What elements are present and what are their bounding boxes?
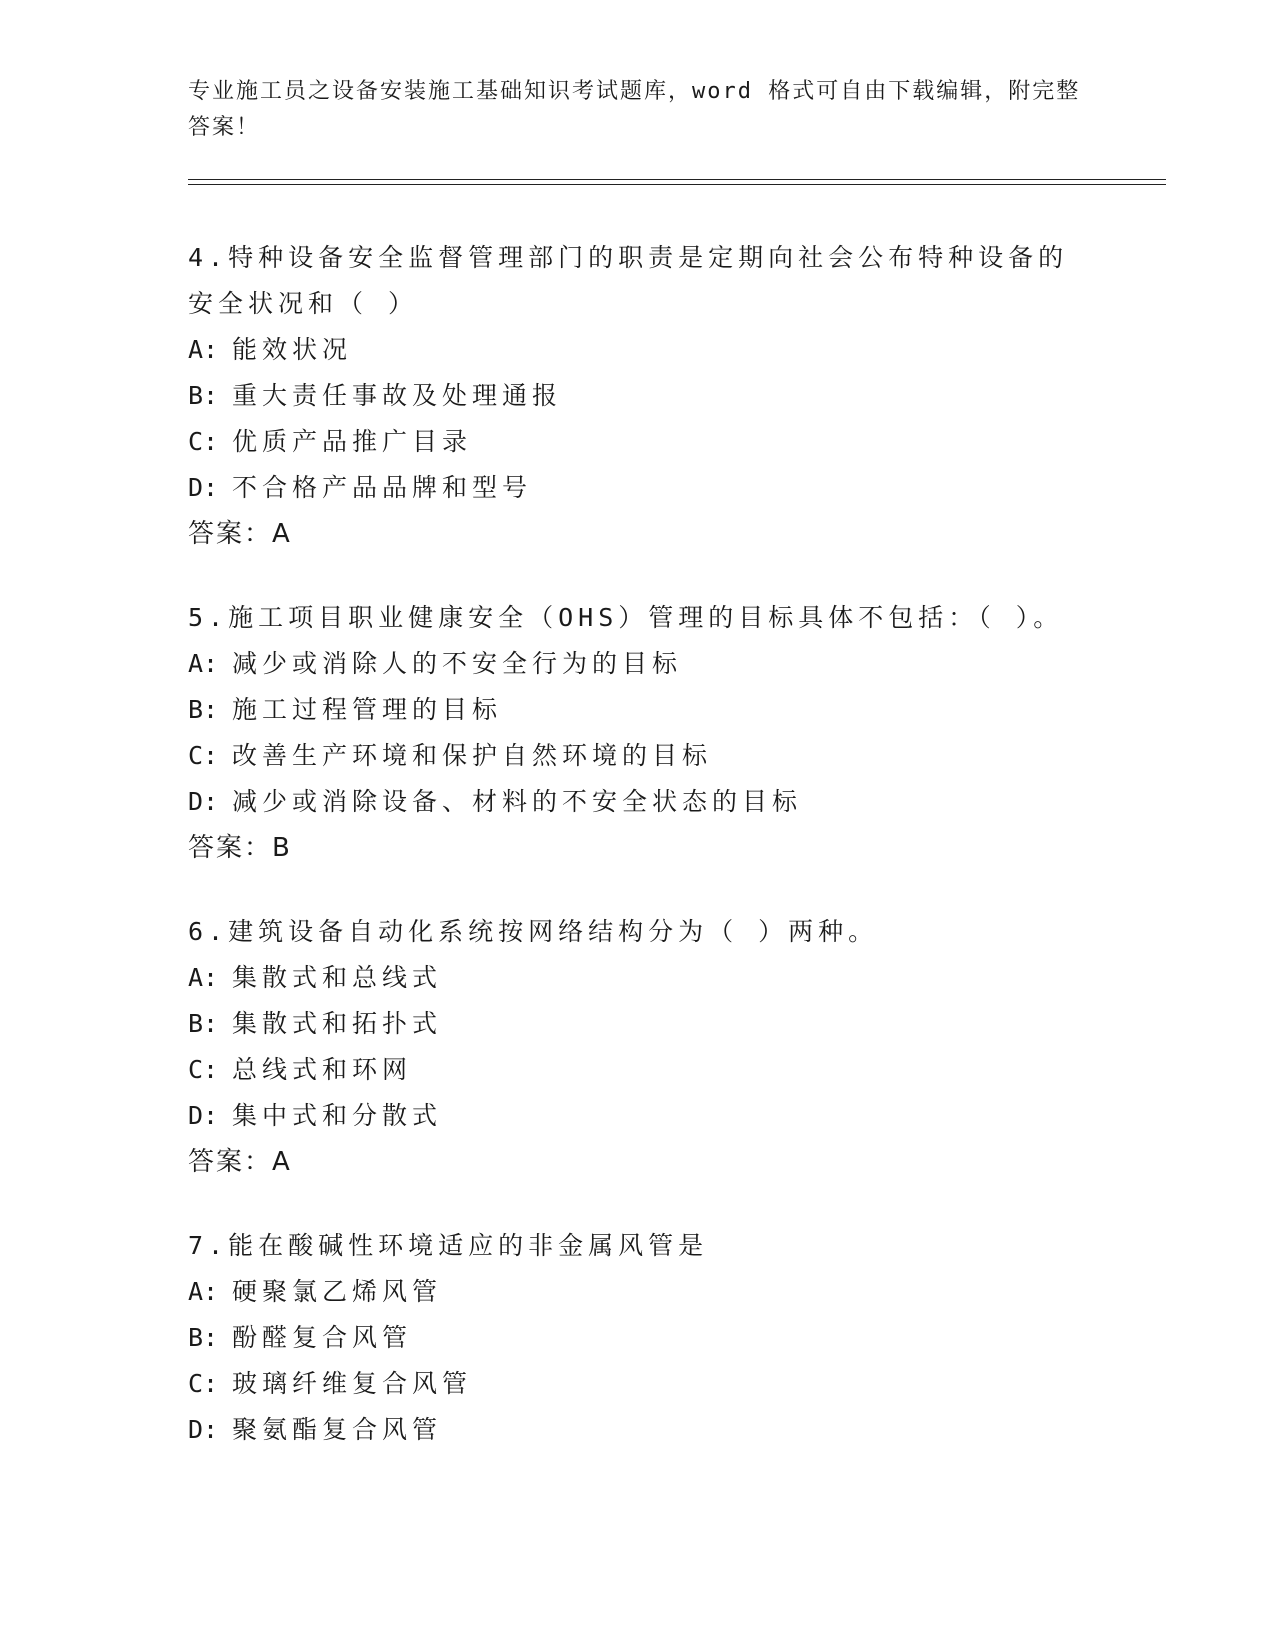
option-text: 减少或消除人的不安全行为的目标 bbox=[232, 649, 683, 678]
question-stem: 5.施工项目职业健康安全（OHS）管理的目标具体不包括：（ ）。 bbox=[188, 603, 1064, 632]
question-6 bbox=[188, 909, 1088, 1185]
option-letter: A: bbox=[188, 963, 219, 992]
question-5 bbox=[188, 595, 1088, 871]
option-letter: A: bbox=[188, 649, 219, 678]
option-text: 酚醛复合风管 bbox=[232, 1323, 413, 1352]
document-header: 专业施工员之设备安装施工基础知识考试题库，word 格式可自由下载编辑，附完整答案！ bbox=[188, 79, 1081, 140]
option-letter: C: bbox=[188, 1055, 219, 1084]
option-a bbox=[188, 955, 1088, 1001]
option-a bbox=[188, 327, 1088, 373]
option-c bbox=[188, 1047, 1088, 1093]
option-letter: D: bbox=[188, 473, 219, 502]
option-text: 减少或消除设备、材料的不安全状态的目标 bbox=[232, 787, 803, 816]
option-letter: C: bbox=[188, 1369, 219, 1398]
option-c bbox=[188, 733, 1088, 779]
option-letter: C: bbox=[188, 427, 219, 456]
option-text: 集散式和总线式 bbox=[232, 963, 443, 992]
option-text: 能效状况 bbox=[232, 335, 353, 364]
option-letter: A: bbox=[188, 1277, 219, 1306]
question-7 bbox=[188, 1223, 1088, 1453]
option-letter: D: bbox=[188, 1415, 219, 1444]
option-a bbox=[188, 1269, 1088, 1315]
option-letter: A: bbox=[188, 335, 219, 364]
option-b bbox=[188, 687, 1088, 733]
option-letter: C: bbox=[188, 741, 219, 770]
option-text: 优质产品推广目录 bbox=[232, 427, 473, 456]
answer-line: 答案：A bbox=[188, 1147, 292, 1177]
option-text: 总线式和环网 bbox=[232, 1055, 413, 1084]
question-4 bbox=[188, 235, 1088, 557]
option-letter: B: bbox=[188, 695, 219, 724]
option-d bbox=[188, 465, 1088, 511]
option-letter: B: bbox=[188, 381, 219, 410]
option-text: 不合格产品品牌和型号 bbox=[232, 473, 533, 502]
header-divider-top bbox=[188, 179, 1166, 180]
option-text: 硬聚氯乙烯风管 bbox=[232, 1277, 443, 1306]
option-d bbox=[188, 1093, 1088, 1139]
option-b bbox=[188, 1001, 1088, 1047]
option-d bbox=[188, 1407, 1088, 1453]
option-text: 集中式和分散式 bbox=[232, 1101, 443, 1130]
option-letter: B: bbox=[188, 1323, 219, 1352]
option-letter: B: bbox=[188, 1009, 219, 1038]
option-b bbox=[188, 373, 1088, 419]
option-text: 聚氨酯复合风管 bbox=[232, 1415, 443, 1444]
option-text: 重大责任事故及处理通报 bbox=[232, 381, 563, 410]
header-divider-bottom bbox=[188, 184, 1166, 185]
answer-line: 答案：B bbox=[188, 833, 292, 863]
question-stem: 4.特种设备安全监督管理部门的职责是定期向社会公布特种设备的安全状况和（ ） bbox=[188, 243, 1069, 318]
option-letter: D: bbox=[188, 787, 219, 816]
question-stem: 6.建筑设备自动化系统按网络结构分为（ ）两种。 bbox=[188, 917, 879, 946]
question-stem: 7.能在酸碱性环境适应的非金属风管是 bbox=[188, 1231, 709, 1260]
question-list bbox=[188, 235, 1088, 1491]
option-c bbox=[188, 1361, 1088, 1407]
option-text: 集散式和拓扑式 bbox=[232, 1009, 443, 1038]
option-a bbox=[188, 641, 1088, 687]
option-text: 改善生产环境和保护自然环境的目标 bbox=[232, 741, 713, 770]
option-text: 施工过程管理的目标 bbox=[232, 695, 503, 724]
option-letter: D: bbox=[188, 1101, 219, 1130]
option-b bbox=[188, 1315, 1088, 1361]
option-text: 玻璃纤维复合风管 bbox=[232, 1369, 473, 1398]
option-c bbox=[188, 419, 1088, 465]
answer-line: 答案：A bbox=[188, 519, 292, 549]
option-d bbox=[188, 779, 1088, 825]
